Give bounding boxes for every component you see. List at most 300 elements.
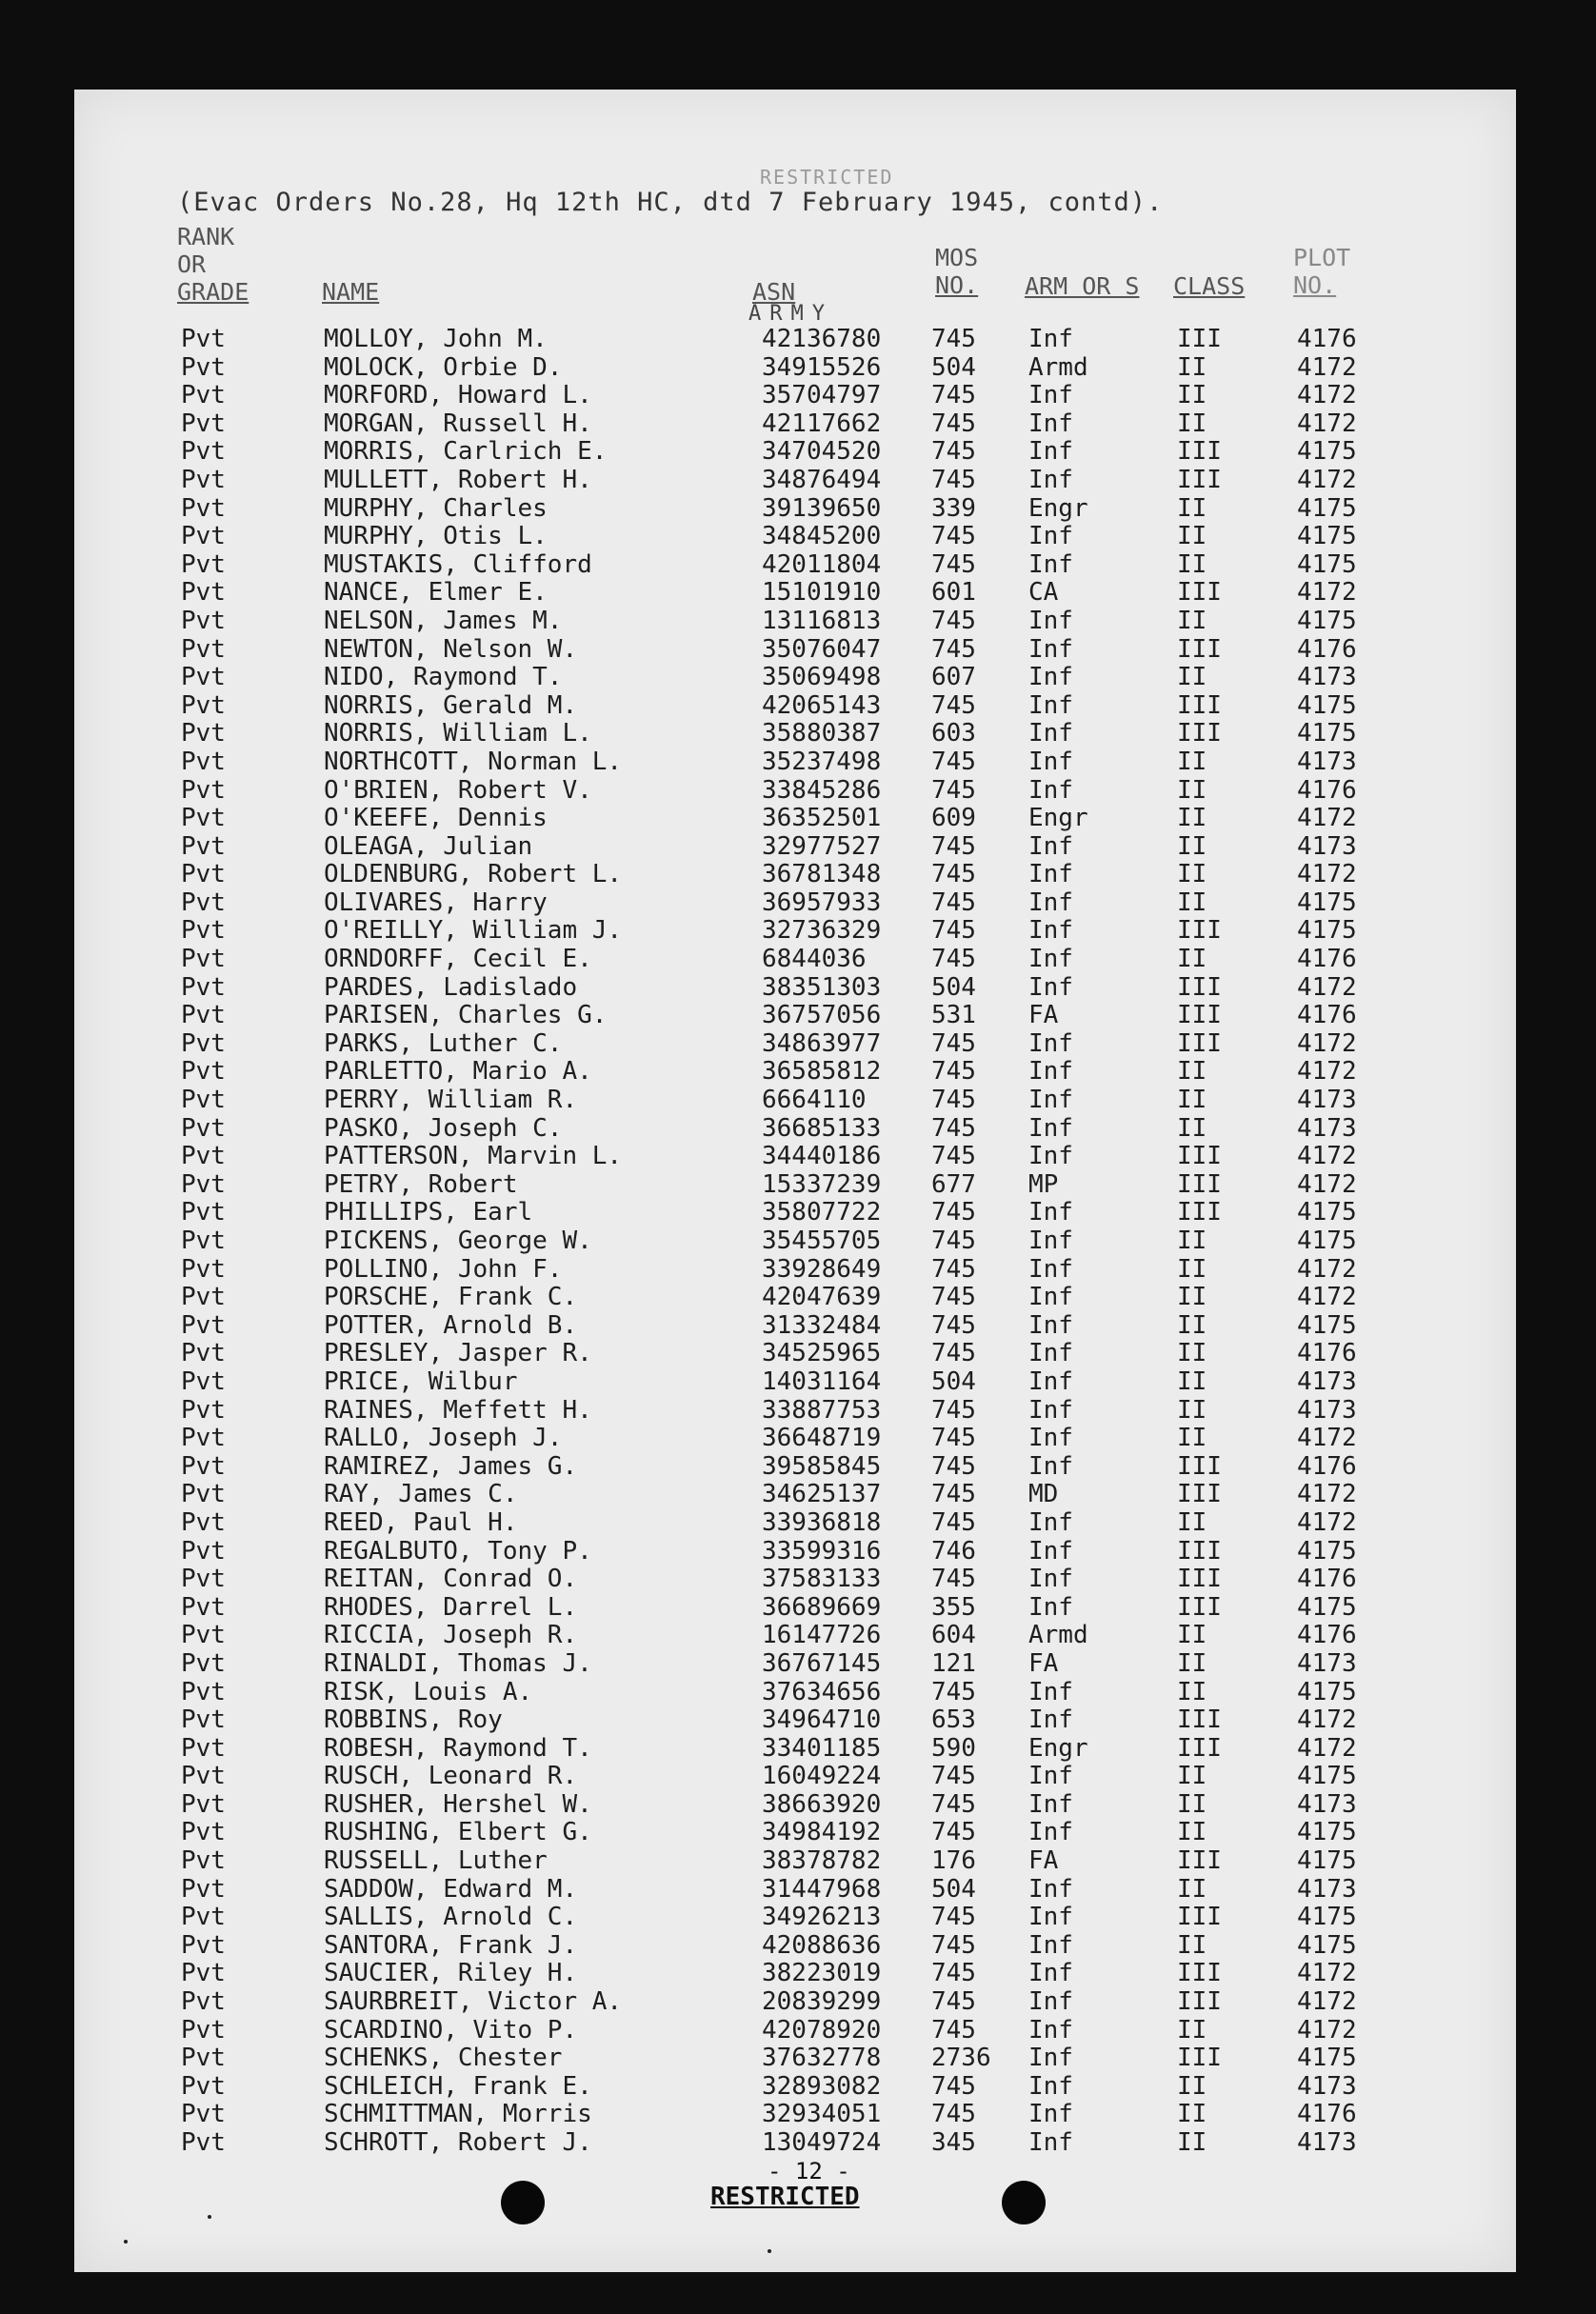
column-header-mos [935, 244, 978, 299]
mos-cell: 745 [931, 1057, 976, 1087]
asn-cell: 35069498 [762, 663, 882, 692]
table-row [74, 1453, 1516, 1482]
class-cell: II [1177, 1086, 1207, 1115]
rank-cell: Pvt [181, 1536, 226, 1566]
rank-cell: Pvt [181, 1507, 226, 1537]
name-cell: POLLINO, John F. [324, 1254, 563, 1284]
plot-number-cell: 4172 [1297, 409, 1357, 438]
paper-speck [208, 2215, 211, 2219]
class-cell: II [1177, 1930, 1207, 1960]
asn-cell: 38378782 [762, 1846, 882, 1876]
arm-or-service-cell: Inf [1028, 1451, 1073, 1481]
class-cell: III [1177, 1846, 1222, 1876]
class-cell: III [1177, 1959, 1222, 1988]
table-row [74, 523, 1516, 551]
name-cell: PASKO, Joseph C. [324, 1113, 563, 1143]
rank-cell: Pvt [181, 1283, 226, 1312]
mos-cell: 745 [931, 1198, 976, 1227]
table-row [74, 2045, 1516, 2073]
rank-cell: Pvt [181, 860, 226, 889]
rank-cell: Pvt [181, 606, 226, 635]
table-row [74, 1904, 1516, 1932]
arm-or-service-cell: Inf [1028, 2044, 1073, 2073]
name-cell: REGALBUTO, Tony P. [324, 1536, 592, 1566]
name-cell: MOLOCK, Orbie D. [324, 352, 563, 382]
name-cell: OLEAGA, Julian [324, 831, 533, 861]
class-cell: II [1177, 1818, 1207, 1847]
name-cell: RINALDI, Thomas J. [324, 1648, 592, 1678]
name-cell: MORFORD, Howard L. [324, 381, 592, 410]
class-cell: III [1177, 690, 1222, 720]
plot-number-cell: 4176 [1297, 1001, 1357, 1030]
asn-cell: 36757056 [762, 1001, 882, 1030]
name-cell: PATTERSON, Marvin L. [324, 1142, 623, 1171]
plot-number-cell: 4173 [1297, 1648, 1357, 1678]
arm-or-service-cell: Inf [1028, 860, 1073, 889]
plot-number-cell: 4172 [1297, 1424, 1357, 1453]
arm-or-service-cell: Inf [1028, 1254, 1073, 1284]
rank-cell: Pvt [181, 719, 226, 748]
table-row [74, 551, 1516, 580]
class-cell: III [1177, 1169, 1222, 1199]
mos-cell: 745 [931, 549, 976, 579]
mos-cell: 745 [931, 1113, 976, 1143]
table-row [74, 833, 1516, 862]
column-header-rank [177, 223, 249, 306]
name-cell: MOLLOY, John M. [324, 325, 548, 353]
plot-number-cell: 4172 [1297, 1254, 1357, 1284]
name-cell: SAURBREIT, Victor A. [324, 1987, 623, 2017]
asn-cell: 33845286 [762, 775, 882, 805]
plot-number-cell: 4175 [1297, 719, 1357, 748]
punch-hole-right [1002, 2181, 1046, 2224]
name-cell: PICKENS, George W. [324, 1227, 592, 1255]
arm-or-service-cell: Inf [1028, 2015, 1073, 2045]
name-cell: MORRIS, Carlrich E. [324, 437, 608, 467]
mos-cell: 745 [931, 1762, 976, 1791]
name-cell: PARLETTO, Mario A. [324, 1057, 592, 1087]
mos-cell: 745 [931, 1283, 976, 1312]
plot-number-cell: 4176 [1297, 1339, 1357, 1368]
arm-or-service-cell: Engr [1028, 493, 1088, 523]
rank-cell: Pvt [181, 888, 226, 917]
plot-number-cell: 4175 [1297, 1903, 1357, 1932]
mos-cell: 745 [931, 1227, 976, 1255]
class-cell: II [1177, 1254, 1207, 1284]
table-row [74, 1340, 1516, 1368]
table-row [74, 1679, 1516, 1707]
plot-number-cell: 4172 [1297, 972, 1357, 1002]
table-row [74, 946, 1516, 974]
class-cell: II [1177, 522, 1207, 551]
rank-cell: Pvt [181, 437, 226, 467]
plot-number-cell: 4176 [1297, 1451, 1357, 1481]
plot-number-cell: 4172 [1297, 465, 1357, 494]
class-cell: III [1177, 1733, 1222, 1763]
mos-cell: 745 [931, 1507, 976, 1537]
arm-or-service-cell: Inf [1028, 945, 1073, 974]
class-cell: III [1177, 1142, 1222, 1171]
arm-or-service-cell: Inf [1028, 1507, 1073, 1537]
name-cell: MORGAN, Russell H. [324, 409, 592, 438]
table-row [74, 1509, 1516, 1538]
plot-number-cell: 4175 [1297, 1846, 1357, 1876]
rank-cell: Pvt [181, 1789, 226, 1819]
asn-cell: 34984192 [762, 1818, 882, 1847]
name-cell: REITAN, Conrad O. [324, 1565, 578, 1594]
plot-number-cell: 4172 [1297, 1733, 1357, 1763]
rank-cell: Pvt [181, 1227, 226, 1255]
name-cell: PRESLEY, Jasper R. [324, 1339, 592, 1368]
name-cell: ROBBINS, Roy [324, 1706, 503, 1735]
rank-cell: Pvt [181, 1677, 226, 1706]
arm-or-service-cell: Inf [1028, 606, 1073, 635]
arm-or-service-cell: CA [1028, 578, 1059, 608]
arm-or-service-cell: Inf [1028, 663, 1073, 692]
rank-cell: Pvt [181, 1621, 226, 1650]
arm-or-service-cell: MP [1028, 1169, 1059, 1199]
class-cell: III [1177, 1565, 1222, 1594]
class-cell: III [1177, 465, 1222, 494]
class-cell: III [1177, 578, 1222, 608]
name-cell: PHILLIPS, Earl [324, 1198, 533, 1227]
class-cell: III [1177, 1198, 1222, 1227]
arm-or-service-cell: Inf [1028, 2071, 1073, 2101]
rank-cell: Pvt [181, 1001, 226, 1030]
mos-cell: 745 [931, 1903, 976, 1932]
class-cell: II [1177, 493, 1207, 523]
name-cell: PARKS, Luther C. [324, 1028, 563, 1058]
table-row [74, 664, 1516, 692]
asn-cell: 38351303 [762, 972, 882, 1002]
asn-cell: 37632778 [762, 2044, 882, 2073]
asn-cell: 16049224 [762, 1762, 882, 1791]
rank-cell: Pvt [181, 381, 226, 410]
rank-cell: Pvt [181, 578, 226, 608]
table-row [74, 1566, 1516, 1594]
asn-cell: 15337239 [762, 1169, 882, 1199]
mos-cell: 745 [931, 1395, 976, 1425]
plot-number-cell: 4172 [1297, 1142, 1357, 1171]
asn-cell: 14031164 [762, 1366, 882, 1396]
name-cell: NORTHCOTT, Norman L. [324, 747, 623, 776]
plot-number-cell: 4172 [1297, 860, 1357, 889]
class-cell: II [1177, 663, 1207, 692]
rank-cell: Pvt [181, 1395, 226, 1425]
table-row [74, 777, 1516, 806]
table-row [74, 438, 1516, 467]
arm-or-service-cell: Inf [1028, 325, 1073, 353]
mos-cell: 745 [931, 1310, 976, 1340]
mos-cell: 745 [931, 381, 976, 410]
table-row [74, 1115, 1516, 1144]
rank-cell: Pvt [181, 690, 226, 720]
mos-cell: 745 [931, 916, 976, 946]
rank-cell: Pvt [181, 1959, 226, 1988]
class-cell: II [1177, 775, 1207, 805]
asn-cell: 34440186 [762, 1142, 882, 1171]
arm-or-service-cell: Armd [1028, 1621, 1088, 1650]
plot-number-cell: 4175 [1297, 522, 1357, 551]
plot-number-cell: 4173 [1297, 831, 1357, 861]
name-cell: POTTER, Arnold B. [324, 1310, 578, 1340]
class-cell: II [1177, 1366, 1207, 1396]
mos-cell: 745 [931, 747, 976, 776]
mos-cell: 745 [931, 2015, 976, 2045]
table-row [74, 1002, 1516, 1030]
arm-or-service-cell: Inf [1028, 1310, 1073, 1340]
mos-cell: 339 [931, 493, 976, 523]
name-cell: MURPHY, Charles [324, 493, 548, 523]
table-row [74, 382, 1516, 410]
asn-cell: 36767145 [762, 1648, 882, 1678]
mos-cell: 745 [931, 1424, 976, 1453]
name-cell: O'BRIEN, Robert V. [324, 775, 592, 805]
asn-cell: 38223019 [762, 1959, 882, 1988]
name-cell: PARISEN, Charles G. [324, 1001, 608, 1030]
asn-cell: 37634656 [762, 1677, 882, 1706]
rank-cell: Pvt [181, 1254, 226, 1284]
asn-cell: 35704797 [762, 381, 882, 410]
arm-or-service-cell: Inf [1028, 1424, 1073, 1453]
plot-number-cell: 4172 [1297, 578, 1357, 608]
asn-cell: 31332484 [762, 1310, 882, 1340]
mos-cell: 745 [931, 860, 976, 889]
arm-or-service-cell: Inf [1028, 747, 1073, 776]
mos-cell: 504 [931, 352, 976, 382]
class-cell: II [1177, 1507, 1207, 1537]
name-cell: SALLIS, Arnold C. [324, 1903, 578, 1932]
table-row [74, 974, 1516, 1003]
table-row [74, 2129, 1516, 2158]
plot-number-cell: 4172 [1297, 1283, 1357, 1312]
asn-cell: 34876494 [762, 465, 882, 494]
mos-cell: 677 [931, 1169, 976, 1199]
name-cell: NORRIS, William L. [324, 719, 592, 748]
rank-cell: Pvt [181, 1733, 226, 1763]
arm-or-service-cell: FA [1028, 1001, 1059, 1030]
plot-number-cell: 4176 [1297, 2100, 1357, 2129]
rank-cell: Pvt [181, 2071, 226, 2101]
mos-cell: 745 [931, 1677, 976, 1706]
name-cell: SCARDINO, Vito P. [324, 2015, 578, 2045]
name-cell: PERRY, William R. [324, 1086, 578, 1115]
plot-number-cell: 4175 [1297, 1677, 1357, 1706]
plot-number-cell: 4175 [1297, 1310, 1357, 1340]
asn-cell: 33887753 [762, 1395, 882, 1425]
name-cell: MULLETT, Robert H. [324, 465, 592, 494]
name-cell: RAMIREZ, James G. [324, 1451, 578, 1481]
document-page [74, 90, 1516, 2272]
rank-cell: Pvt [181, 1366, 226, 1396]
table-row [74, 1538, 1516, 1566]
arm-or-service-cell: FA [1028, 1846, 1059, 1876]
plot-number-cell: 4172 [1297, 1706, 1357, 1735]
arm-or-service-cell: Inf [1028, 437, 1073, 467]
rank-cell: Pvt [181, 1310, 226, 1340]
mos-header-line-1: MOS [935, 244, 979, 271]
name-cell: SADDOW, Edward M. [324, 1874, 578, 1904]
arm-or-service-cell: MD [1028, 1480, 1059, 1509]
mos-cell: 607 [931, 663, 976, 692]
rank-cell: Pvt [181, 465, 226, 494]
table-row [74, 1425, 1516, 1453]
name-cell: SCHENKS, Chester [324, 2044, 563, 2073]
name-cell: NEWTON, Nelson W. [324, 634, 578, 664]
name-cell: RAY, James C. [324, 1480, 518, 1509]
class-cell: II [1177, 1227, 1207, 1255]
page-number: - 12 - [768, 2158, 850, 2184]
rank-cell: Pvt [181, 549, 226, 579]
name-cell: PORSCHE, Frank C. [324, 1283, 578, 1312]
rank-cell: Pvt [181, 1424, 226, 1453]
plot-number-cell: 4176 [1297, 325, 1357, 353]
mos-cell: 355 [931, 1592, 976, 1622]
mos-cell: 2736 [931, 2044, 991, 2073]
name-cell: PARDES, Ladislado [324, 972, 578, 1002]
mos-cell: 745 [931, 2071, 976, 2101]
rank-cell: Pvt [181, 1198, 226, 1227]
class-cell: III [1177, 2044, 1222, 2073]
name-cell: MUSTAKIS, Clifford [324, 549, 592, 579]
arm-or-service-cell: Inf [1028, 1762, 1073, 1791]
mos-cell: 590 [931, 1733, 976, 1763]
class-cell: III [1177, 1028, 1222, 1058]
asn-cell: 32736329 [762, 916, 882, 946]
arm-or-service-cell: Inf [1028, 522, 1073, 551]
plot-number-cell: 4175 [1297, 1198, 1357, 1227]
asn-cell: 35807722 [762, 1198, 882, 1227]
name-cell: OLDENBURG, Robert L. [324, 860, 623, 889]
arm-or-service-cell: Inf [1028, 1818, 1073, 1847]
mos-cell: 121 [931, 1648, 976, 1678]
plot-number-cell: 4172 [1297, 1028, 1357, 1058]
mos-cell: 746 [931, 1536, 976, 1566]
footer-restricted-stamp: RESTRICTED [710, 2183, 860, 2211]
rank-cell: Pvt [181, 409, 226, 438]
name-cell: NIDO, Raymond T. [324, 663, 563, 692]
class-cell: II [1177, 888, 1207, 917]
arm-or-service-cell: Inf [1028, 1339, 1073, 1368]
mos-cell: 603 [931, 719, 976, 748]
class-cell: II [1177, 381, 1207, 410]
rank-cell: Pvt [181, 972, 226, 1002]
table-row [74, 1960, 1516, 1988]
class-cell: II [1177, 747, 1207, 776]
name-cell: NORRIS, Gerald M. [324, 690, 578, 720]
plot-number-cell: 4172 [1297, 2015, 1357, 2045]
arm-or-service-cell: Inf [1028, 1959, 1073, 1988]
name-cell: MURPHY, Otis L. [324, 522, 548, 551]
class-cell: III [1177, 1480, 1222, 1509]
name-cell: RUSHER, Hershel W. [324, 1789, 592, 1819]
mos-cell: 745 [931, 690, 976, 720]
mos-cell: 745 [931, 831, 976, 861]
mos-cell: 504 [931, 1366, 976, 1396]
plot-number-cell: 4173 [1297, 1395, 1357, 1425]
arm-or-service-cell: Inf [1028, 1987, 1073, 2017]
punch-hole-left [501, 2181, 545, 2224]
rank-cell: Pvt [181, 2044, 226, 2073]
mos-cell: 745 [931, 1480, 976, 1509]
plot-number-cell: 4172 [1297, 804, 1357, 833]
name-cell: RUSHING, Elbert G. [324, 1818, 592, 1847]
mos-cell: 745 [931, 1789, 976, 1819]
class-cell: II [1177, 1762, 1207, 1791]
plot-header-line-1: PLOT [1293, 244, 1351, 271]
asn-cell: 33401185 [762, 1733, 882, 1763]
class-cell: II [1177, 831, 1207, 861]
table-row [74, 1735, 1516, 1764]
asn-cell: 35076047 [762, 634, 882, 664]
arm-or-service-cell: Inf [1028, 1366, 1073, 1396]
table-row [74, 1481, 1516, 1509]
plot-header-line-2: NO. [1293, 271, 1337, 299]
plot-number-cell: 4176 [1297, 775, 1357, 805]
plot-number-cell: 4175 [1297, 437, 1357, 467]
mos-cell: 745 [931, 1086, 976, 1115]
plot-number-cell: 4172 [1297, 1169, 1357, 1199]
asn-cell: 36685133 [762, 1113, 882, 1143]
class-cell: II [1177, 1283, 1207, 1312]
plot-number-cell: 4173 [1297, 1086, 1357, 1115]
table-row [74, 1199, 1516, 1227]
asn-cell: 42065143 [762, 690, 882, 720]
arm-or-service-cell: Inf [1028, 775, 1073, 805]
table-row [74, 692, 1516, 721]
asn-cell: 34964710 [762, 1706, 882, 1735]
asn-cell: 6844036 [762, 945, 867, 974]
rank-cell: Pvt [181, 1451, 226, 1481]
arm-or-service-cell: FA [1028, 1648, 1059, 1678]
table-row [74, 354, 1516, 383]
orders-reference-line: (Evac Orders No.28, Hq 12th HC, dtd 7 February 1945, contd). [177, 188, 1164, 217]
arm-or-service-cell: Inf [1028, 2100, 1073, 2129]
name-cell: NELSON, James M. [324, 606, 563, 635]
table-row [74, 1143, 1516, 1171]
asn-cell: 36648719 [762, 1424, 882, 1453]
asn-cell: 20839299 [762, 1987, 882, 2017]
table-row [74, 917, 1516, 946]
plot-number-cell: 4173 [1297, 663, 1357, 692]
table-row [74, 1819, 1516, 1847]
plot-number-cell: 4173 [1297, 1366, 1357, 1396]
name-cell: SANTORA, Frank J. [324, 1930, 578, 1960]
class-cell: III [1177, 719, 1222, 748]
plot-number-cell: 4173 [1297, 747, 1357, 776]
rank-cell: Pvt [181, 1987, 226, 2017]
name-cell: RICCIA, Joseph R. [324, 1621, 578, 1650]
class-cell: III [1177, 972, 1222, 1002]
rank-cell: Pvt [181, 1086, 226, 1115]
plot-number-cell: 4175 [1297, 1227, 1357, 1255]
table-row [74, 861, 1516, 889]
plot-number-cell: 4175 [1297, 2044, 1357, 2073]
arm-or-service-cell: Inf [1028, 1283, 1073, 1312]
class-cell: II [1177, 2015, 1207, 2045]
mos-cell: 604 [931, 1621, 976, 1650]
rank-cell: Pvt [181, 916, 226, 946]
rank-cell: Pvt [181, 663, 226, 692]
name-cell: RHODES, Darrel L. [324, 1592, 578, 1622]
arm-or-service-cell: Inf [1028, 1028, 1073, 1058]
table-row [74, 608, 1516, 636]
mos-cell: 745 [931, 945, 976, 974]
table-row [74, 1988, 1516, 2017]
plot-number-cell: 4175 [1297, 888, 1357, 917]
arm-or-service-cell: Inf [1028, 634, 1073, 664]
class-cell: II [1177, 1310, 1207, 1340]
